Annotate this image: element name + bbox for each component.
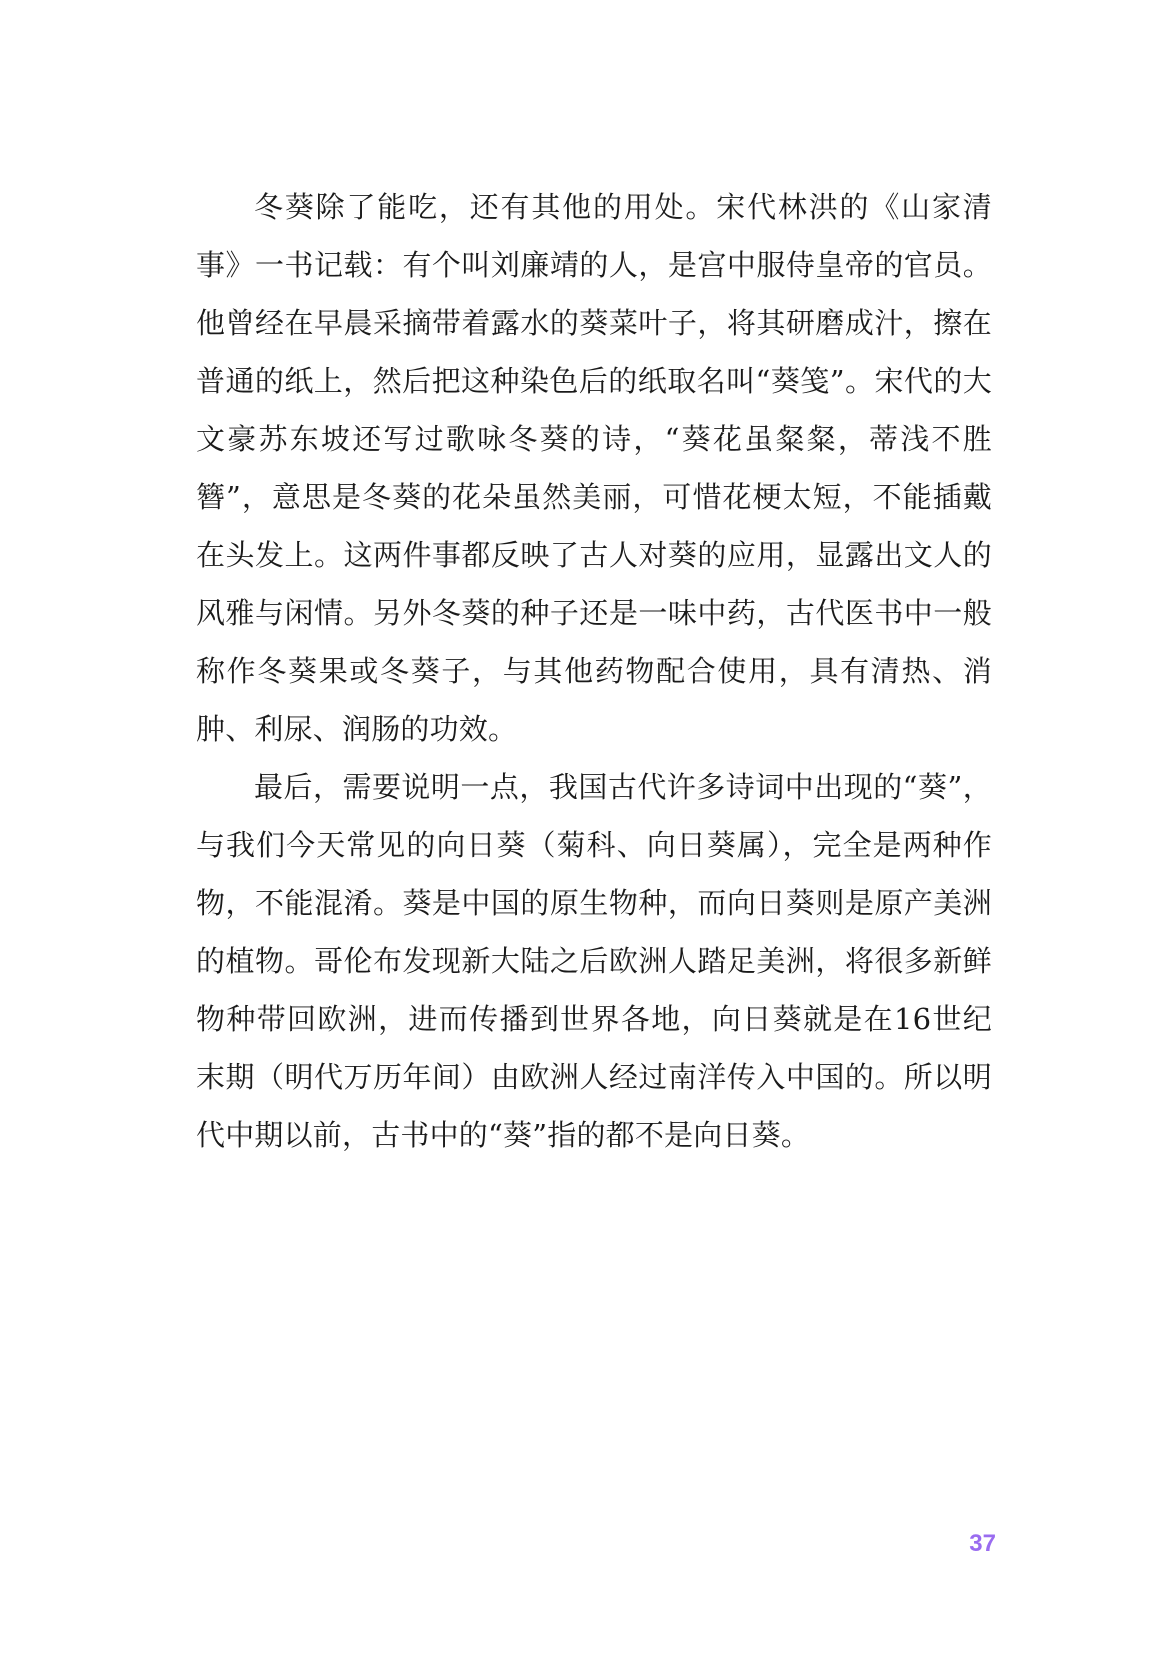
page-number: 37 — [969, 1530, 996, 1557]
paragraph-2: 最后，需要说明一点，我国古代许多诗词中出现的“葵”，与我们今天常见的向日葵（菊科、向日葵属），完全是两种作物，不能混淆。葵是中国的原生物种，而向日葵则是原产美洲的植物。哥伦布发现新大陆之后欧洲人踏足美洲，将很多新鲜物种带回欧洲，进而传播到世界各地，向日葵就是在16世纪末期（明代万历年间）由欧洲人经过南洋传入中国的。所以明代中期以前，古书中的“葵”指的都不是向日葵。 — [196, 770, 992, 1152]
body-text — [196, 178, 992, 1164]
paragraph-1: 冬葵除了能吃，还有其他的用处。宋代林洪的《山家清事》一书记载：有个叫刘廉靖的人，是宫中服侍皇帝的官员。他曾经在早晨采摘带着露水的葵菜叶子，将其研磨成汁，擦在普通的纸上，然后把这种染色后的纸取名叫“葵笺”。宋代的大文豪苏东坡还写过歌咏冬葵的诗，“葵花虽粲粲，蒂浅不胜簪”，意思是冬葵的花朵虽然美丽，可惜花梗太短，不能插戴在头发上。这两件事都反映了古人对葵的应用，显露出文人的风雅与闲情。另外冬葵的种子还是一味中药，古代医书中一般称作冬葵果或冬葵子，与其他药物配合使用，具有清热、消肿、利尿、润肠的功效。 — [196, 190, 992, 746]
